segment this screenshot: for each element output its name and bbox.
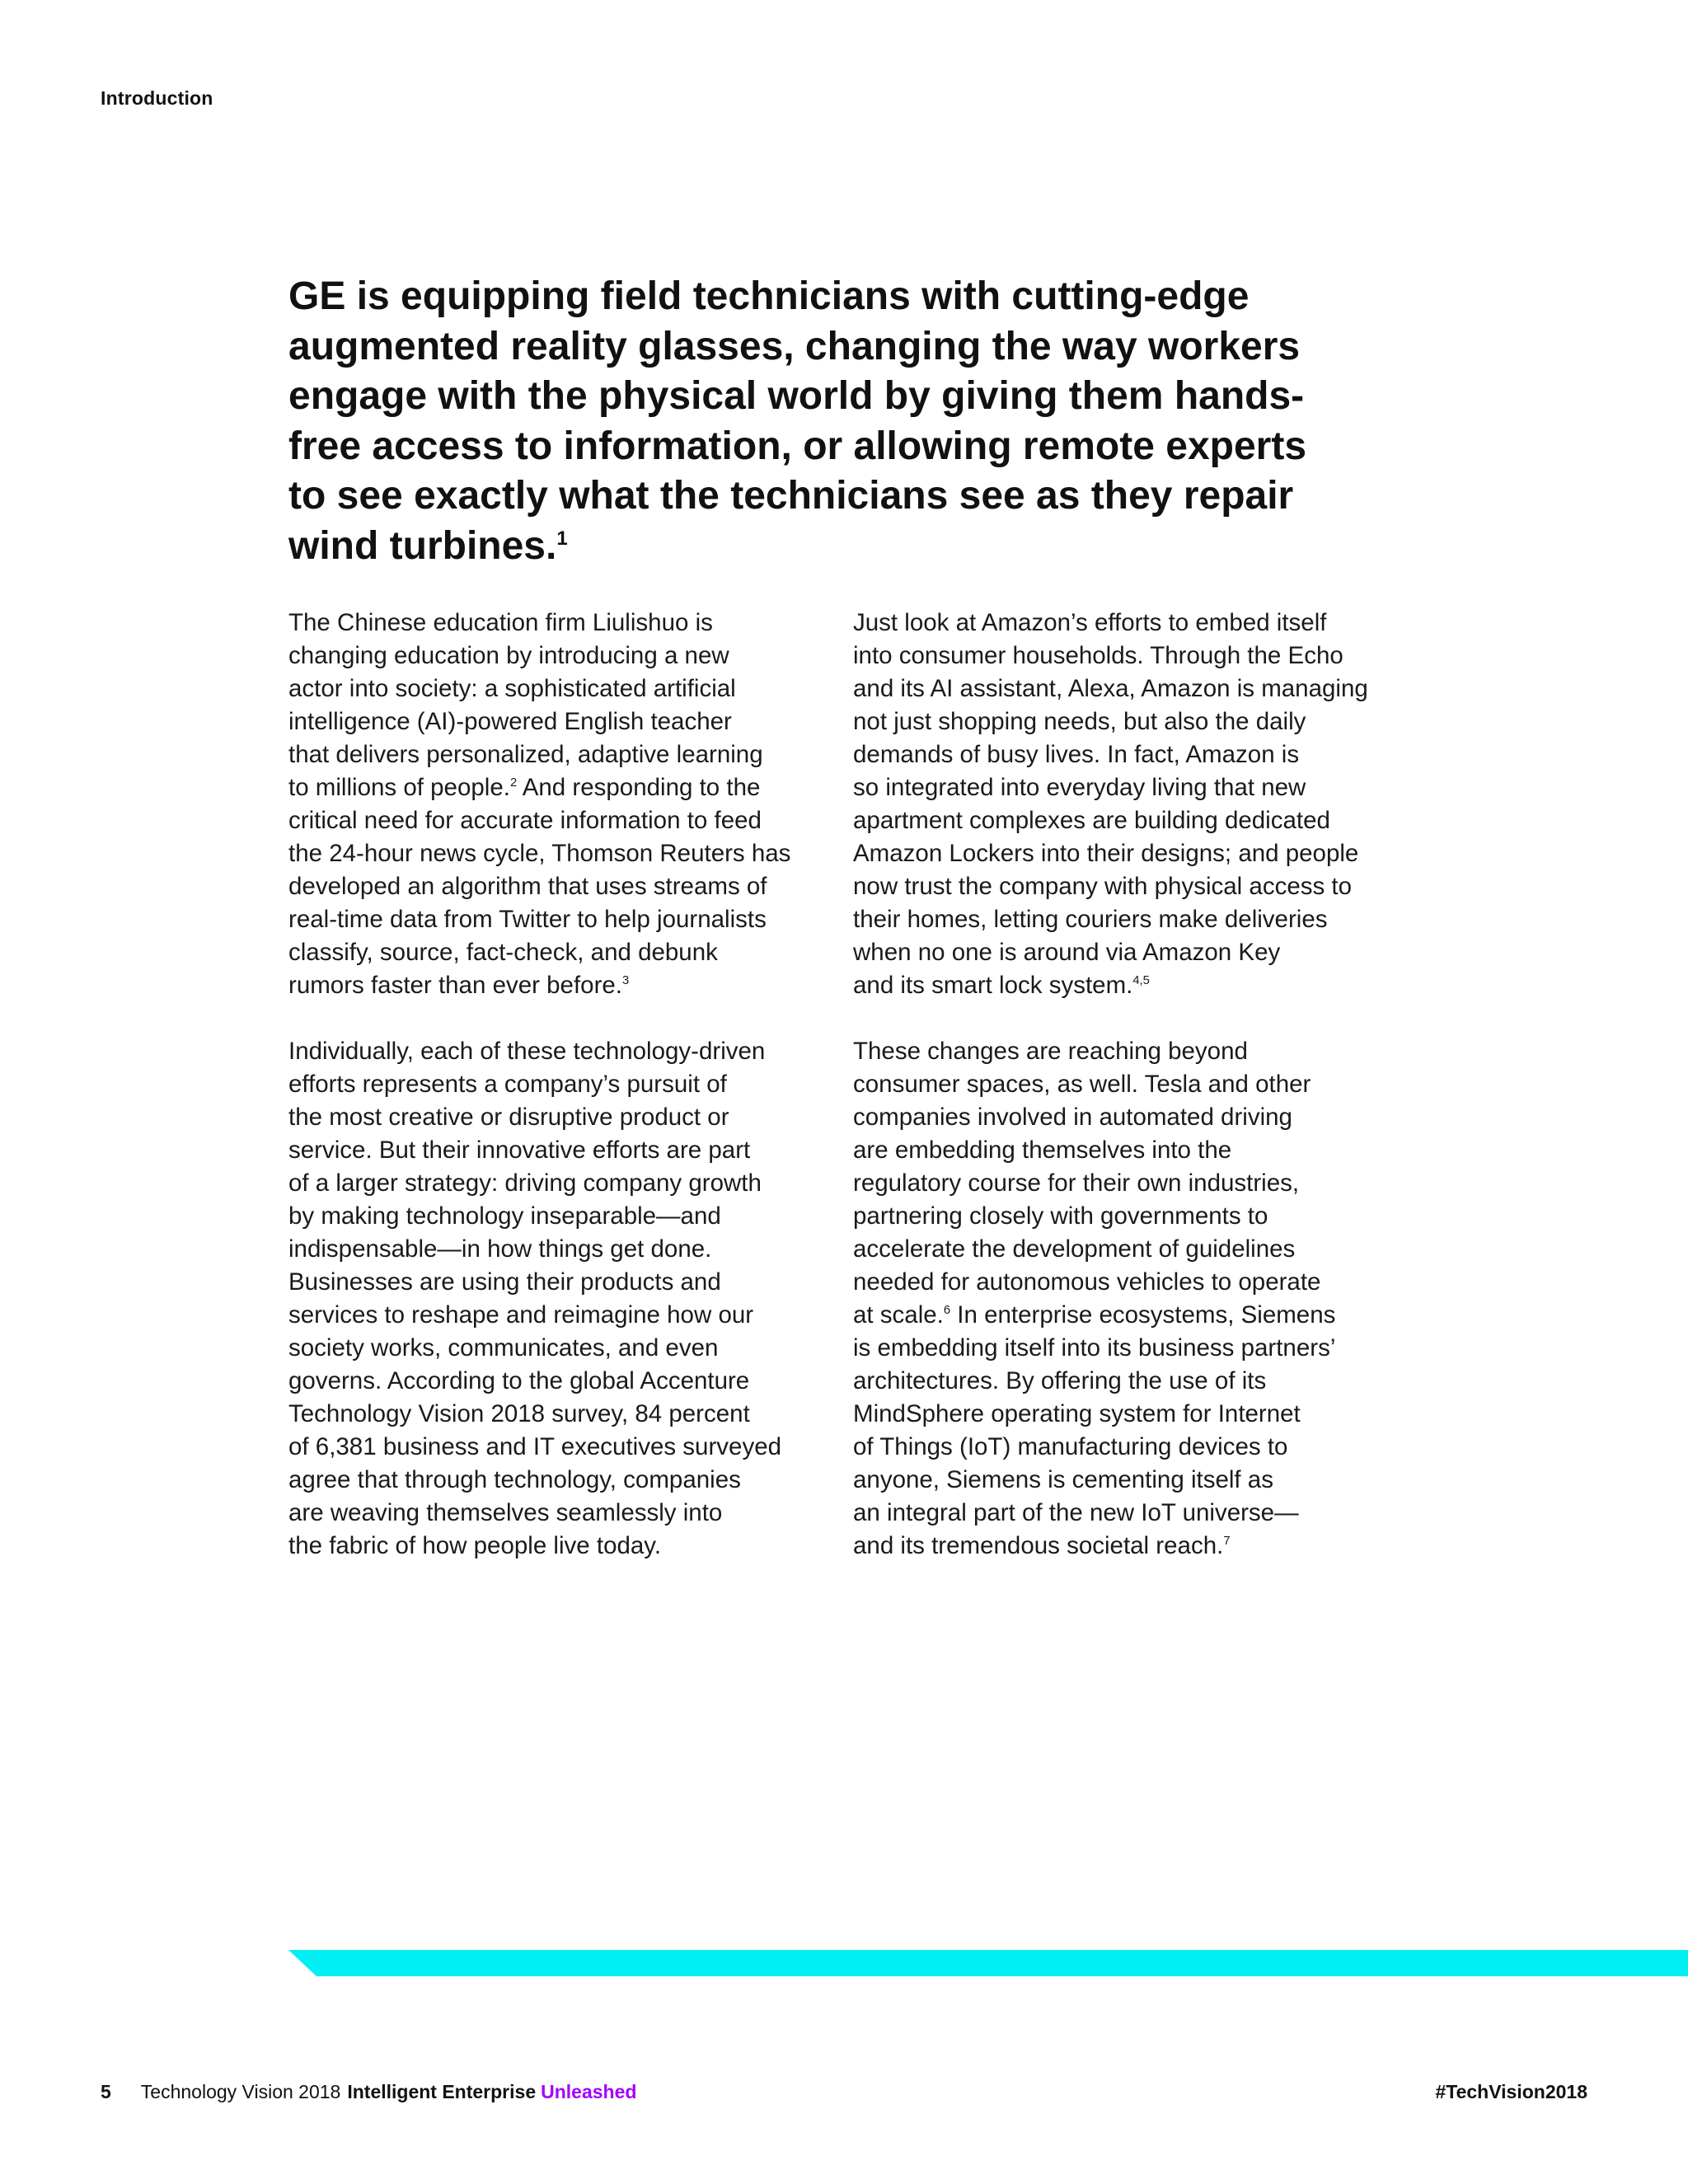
- body-line: society works, communicates, and even: [288, 1334, 719, 1361]
- left-column: [288, 607, 841, 1563]
- body-line: classify, source, fact-check, and debunk: [288, 939, 718, 966]
- body-line: [853, 1530, 1430, 1563]
- paragraph-gap: [288, 1002, 841, 1035]
- body-line: that delivers personalized, adaptive learning: [288, 741, 763, 768]
- footnote-marker: 2: [509, 776, 518, 790]
- body-line: not just shopping needs, but also the daily: [853, 708, 1306, 735]
- body-text: and its tremendous societal reach.: [853, 1532, 1224, 1559]
- series-title: Technology Vision 2018: [140, 2081, 341, 2102]
- body-line: so integrated into everyday living that new: [853, 774, 1306, 801]
- body-line: [853, 969, 1430, 1002]
- body-line: of a larger strategy: driving company growth: [288, 1169, 762, 1197]
- right-column: [853, 607, 1430, 1563]
- body-line: the most creative or disruptive product or: [288, 1104, 729, 1131]
- body-line: [853, 1299, 1430, 1332]
- body-line: by making technology inseparable—and: [288, 1202, 721, 1230]
- body-line: are weaving themselves seamlessly into: [288, 1499, 723, 1526]
- body-line: an integral part of the new IoT universe—: [853, 1499, 1299, 1526]
- body-line: the fabric of how people live today.: [288, 1532, 662, 1559]
- body-text: and its smart lock system.: [853, 972, 1133, 999]
- section-label: Introduction: [101, 87, 213, 109]
- headline-line: engage with the physical world by giving them hands-: [288, 374, 1305, 418]
- body-line: [288, 771, 841, 804]
- footer: [101, 2081, 1587, 2103]
- body-line: consumer spaces, as well. Tesla and other: [853, 1071, 1311, 1098]
- body-line: are embedding themselves into the: [853, 1137, 1232, 1164]
- body-line: when no one is around via Amazon Key: [853, 939, 1281, 966]
- body-line: indispensable—in how things get done.: [288, 1235, 712, 1263]
- headline-line: wind turbines.: [288, 523, 557, 568]
- page-number: 5: [101, 2081, 111, 2102]
- body-line: is embedding itself into its business partners’: [853, 1334, 1336, 1361]
- body-line: into consumer households. Through the Echo: [853, 642, 1343, 669]
- body-line: MindSphere operating system for Internet: [853, 1400, 1301, 1427]
- body-line: real-time data from Twitter to help journalists: [288, 906, 767, 933]
- body-text: And responding to the: [517, 774, 761, 801]
- footnote-marker: 7: [1223, 1535, 1231, 1549]
- body-line: of 6,381 business and IT executives surveyed: [288, 1433, 782, 1460]
- headline-line: to see exactly what the technicians see as they repair: [288, 474, 1294, 518]
- body-text: to millions of people.: [288, 774, 510, 801]
- body-line: Businesses are using their products and: [288, 1268, 721, 1296]
- body-line: accelerate the development of guidelines: [853, 1235, 1296, 1263]
- body-line: governs. According to the global Accenture: [288, 1367, 750, 1394]
- body-line: demands of busy lives. In fact, Amazon is: [853, 741, 1300, 768]
- headline-line: augmented reality glasses, changing the way workers: [288, 324, 1301, 368]
- hashtag: #TechVision2018: [1435, 2081, 1587, 2102]
- body-line: Amazon Lockers into their designs; and people: [853, 840, 1359, 867]
- footnote-marker: 3: [622, 974, 630, 988]
- footnote-marker: 1: [556, 527, 568, 550]
- footnote-marker: 4,5: [1132, 974, 1150, 988]
- body-line: and its AI assistant, Alexa, Amazon is managing: [853, 675, 1368, 702]
- body-line: actor into society: a sophisticated artificial: [288, 675, 736, 702]
- body-line: These changes are reaching beyond: [853, 1038, 1248, 1065]
- body-line: [288, 969, 841, 1002]
- body-line: developed an algorithm that uses streams of: [288, 873, 767, 900]
- body-line: service. But their innovative efforts are part: [288, 1137, 751, 1164]
- report-title-accent: Unleashed: [541, 2081, 637, 2102]
- body-line: anyone, Siemens is cementing itself as: [853, 1466, 1273, 1493]
- footnote-marker: 6: [943, 1304, 951, 1318]
- body-line: regulatory course for their own industries,: [853, 1169, 1300, 1197]
- body-line: agree that through technology, companies: [288, 1466, 741, 1493]
- body-line: changing education by introducing a new: [288, 642, 729, 669]
- body-line: companies involved in automated driving: [853, 1104, 1292, 1131]
- body-line: Individually, each of these technology-driven: [288, 1038, 766, 1065]
- body-line: The Chinese education firm Liulishuo is: [288, 609, 713, 636]
- headline-line: GE is equipping field technicians with cutting-edge: [288, 274, 1250, 318]
- body-line: needed for autonomous vehicles to operate: [853, 1268, 1321, 1296]
- body-line: critical need for accurate information to feed: [288, 807, 762, 834]
- body-line: intelligence (AI)-powered English teacher: [288, 708, 732, 735]
- body-text: at scale.: [853, 1301, 944, 1329]
- body-line: of Things (IoT) manufacturing devices to: [853, 1433, 1288, 1460]
- body-line: efforts represents a company’s pursuit of: [288, 1071, 727, 1098]
- body-line: now trust the company with physical access to: [853, 873, 1353, 900]
- body-line: the 24-hour news cycle, Thomson Reuters has: [288, 840, 791, 867]
- body-line: partnering closely with governments to: [853, 1202, 1268, 1230]
- body-text: rumors faster than ever before.: [288, 972, 622, 999]
- body-line: Technology Vision 2018 survey, 84 percent: [288, 1400, 750, 1427]
- body-line: their homes, letting couriers make deliveries: [853, 906, 1328, 933]
- body-text: In enterprise ecosystems, Siemens: [950, 1301, 1336, 1329]
- body-line: Just look at Amazon’s efforts to embed itself: [853, 609, 1327, 636]
- accent-band: [288, 1950, 1688, 1976]
- headline: [288, 272, 1409, 571]
- body-line: services to reshape and reimagine how our: [288, 1301, 754, 1329]
- body-line: architectures. By offering the use of its: [853, 1367, 1267, 1394]
- body-line: apartment complexes are building dedicated: [853, 807, 1330, 834]
- paragraph-gap: [853, 1002, 1430, 1035]
- report-title: Intelligent Enterprise: [347, 2081, 537, 2102]
- headline-line: free access to information, or allowing remote experts: [288, 424, 1307, 468]
